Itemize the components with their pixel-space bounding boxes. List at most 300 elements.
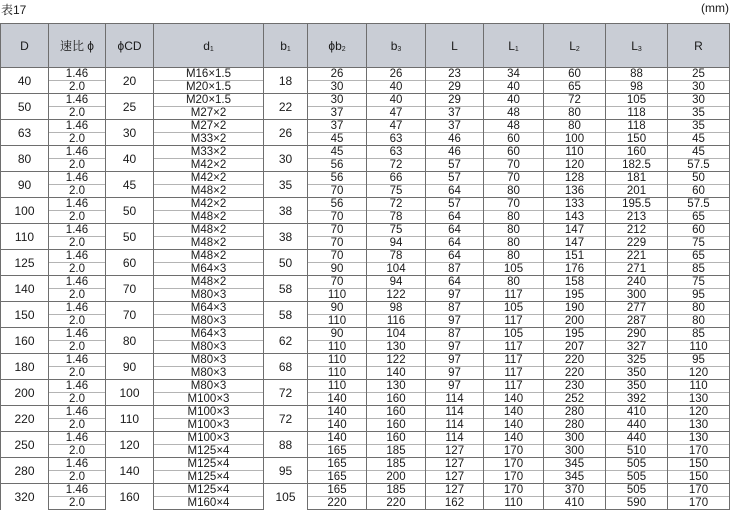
cell-l2: 345 (544, 471, 606, 484)
cell-l: 57 (426, 198, 484, 211)
cell-l: 87 (426, 263, 484, 276)
cell-l3: 440 (606, 419, 668, 432)
cell-b3: 98 (367, 302, 426, 315)
cell-b3: 185 (367, 445, 426, 458)
cell-b1: 72 (264, 380, 308, 406)
cell-cd: 50 (106, 224, 154, 250)
cell-l2: 195 (544, 328, 606, 341)
column-header-subscript: 2 (341, 45, 346, 53)
cell-d: 200 (1, 380, 49, 406)
cell-b3: 72 (367, 198, 426, 211)
cell-l2: 147 (544, 224, 606, 237)
column-header-subscript: 1 (514, 45, 519, 53)
cell-r: 80 (668, 302, 730, 315)
table-row (1, 380, 730, 393)
cell-l2: 370 (544, 484, 606, 497)
cell-ratio: 2.0 (49, 237, 106, 250)
cell-ratio: 2.0 (49, 393, 106, 406)
table-row (1, 224, 730, 237)
cell-l: 57 (426, 159, 484, 172)
cell-b3: 160 (367, 406, 426, 419)
cell-d: 250 (1, 432, 49, 458)
cell-b3: 94 (367, 276, 426, 289)
cell-d1: M42×2 (154, 159, 264, 172)
cell-b2: 70 (308, 237, 367, 250)
cell-r: 150 (668, 458, 730, 471)
cell-d1: M16×1.5 (154, 68, 264, 81)
cell-r: 30 (668, 94, 730, 107)
cell-l: 37 (426, 120, 484, 133)
cell-l3: 300 (606, 289, 668, 302)
cell-l2: 345 (544, 458, 606, 471)
cell-l1: 80 (484, 224, 544, 237)
cell-b3: 122 (367, 289, 426, 302)
cell-d1: M64×3 (154, 328, 264, 341)
table-caption (0, 0, 730, 18)
cell-l2: 120 (544, 159, 606, 172)
cell-r: 85 (668, 263, 730, 276)
column-header-l1 (484, 24, 544, 68)
cell-l3: 105 (606, 94, 668, 107)
cell-r: 150 (668, 471, 730, 484)
table-row (1, 328, 730, 341)
cell-d1: M33×2 (154, 146, 264, 159)
cell-l: 64 (426, 237, 484, 250)
cell-b1: 62 (264, 328, 308, 354)
cell-b2: 220 (308, 497, 367, 510)
column-header-d1 (154, 24, 264, 68)
cell-b2: 30 (308, 81, 367, 94)
cell-b3: 78 (367, 211, 426, 224)
cell-b2: 110 (308, 341, 367, 354)
cell-d1: M125×4 (154, 445, 264, 458)
cell-l: 127 (426, 484, 484, 497)
cell-d: 90 (1, 172, 49, 198)
cell-l2: 133 (544, 198, 606, 211)
cell-l2: 128 (544, 172, 606, 185)
cell-d: 150 (1, 302, 49, 328)
cell-d1: M100×3 (154, 419, 264, 432)
cell-l2: 280 (544, 419, 606, 432)
cell-l1: 70 (484, 198, 544, 211)
cell-b2: 26 (308, 68, 367, 81)
cell-l1: 60 (484, 146, 544, 159)
column-header-l3 (606, 24, 668, 68)
cell-ratio: 2.0 (49, 445, 106, 458)
cell-l3: 325 (606, 354, 668, 367)
cell-d1: M125×4 (154, 458, 264, 471)
cell-l: 114 (426, 393, 484, 406)
cell-ratio: 1.46 (49, 380, 106, 393)
cell-b2: 140 (308, 393, 367, 406)
column-header-b1 (264, 24, 308, 68)
cell-l2: 147 (544, 237, 606, 250)
cell-l1: 48 (484, 107, 544, 120)
table-row (1, 146, 730, 159)
cell-ratio: 2.0 (49, 289, 106, 302)
cell-b3: 160 (367, 419, 426, 432)
cell-l3: 410 (606, 406, 668, 419)
cell-r: 60 (668, 185, 730, 198)
spec-table (0, 23, 730, 510)
cell-ratio: 1.46 (49, 68, 106, 81)
column-header-label: ϕCD (117, 38, 142, 53)
cell-b1: 50 (264, 250, 308, 276)
cell-l2: 80 (544, 107, 606, 120)
cell-b1: 72 (264, 406, 308, 432)
cell-ratio: 1.46 (49, 458, 106, 471)
cell-l: 29 (426, 94, 484, 107)
cell-cd: 140 (106, 458, 154, 484)
cell-l2: 143 (544, 211, 606, 224)
cell-r: 30 (668, 81, 730, 94)
cell-l1: 80 (484, 185, 544, 198)
column-header-d (1, 24, 49, 68)
cell-ratio: 1.46 (49, 484, 106, 497)
cell-ratio: 2.0 (49, 263, 106, 276)
cell-d1: M48×2 (154, 211, 264, 224)
cell-l2: 80 (544, 120, 606, 133)
cell-b2: 56 (308, 159, 367, 172)
table-row (1, 458, 730, 471)
cell-ratio: 1.46 (49, 94, 106, 107)
cell-b2: 140 (308, 419, 367, 432)
table-row (1, 484, 730, 497)
cell-b3: 78 (367, 250, 426, 263)
cell-cd: 70 (106, 302, 154, 328)
column-header-label: L (508, 38, 515, 53)
cell-d: 320 (1, 484, 49, 510)
cell-l2: 200 (544, 315, 606, 328)
cell-d1: M80×3 (154, 367, 264, 380)
cell-b3: 63 (367, 146, 426, 159)
column-header-label: R (694, 38, 703, 53)
cell-l: 23 (426, 68, 484, 81)
cell-b1: 38 (264, 198, 308, 224)
cell-d1: M100×3 (154, 406, 264, 419)
cell-b3: 116 (367, 315, 426, 328)
cell-b2: 110 (308, 354, 367, 367)
cell-l2: 158 (544, 276, 606, 289)
cell-r: 60 (668, 224, 730, 237)
cell-d: 100 (1, 198, 49, 224)
table-number: 表17 (1, 3, 27, 17)
cell-b2: 110 (308, 380, 367, 393)
cell-d1: M48×2 (154, 250, 264, 263)
cell-d1: M100×3 (154, 393, 264, 406)
cell-l3: 271 (606, 263, 668, 276)
cell-l: 64 (426, 185, 484, 198)
cell-b3: 40 (367, 81, 426, 94)
cell-l3: 118 (606, 120, 668, 133)
cell-l1: 48 (484, 120, 544, 133)
table-row (1, 432, 730, 445)
cell-l3: 350 (606, 380, 668, 393)
cell-l3: 510 (606, 445, 668, 458)
cell-l1: 34 (484, 68, 544, 81)
cell-ratio: 2.0 (49, 367, 106, 380)
cell-r: 75 (668, 276, 730, 289)
cell-l1: 110 (484, 497, 544, 510)
column-header-ratio (49, 24, 106, 68)
cell-l1: 170 (484, 484, 544, 497)
cell-b3: 40 (367, 94, 426, 107)
cell-b1: 58 (264, 276, 308, 302)
cell-d1: M48×2 (154, 224, 264, 237)
cell-ratio: 1.46 (49, 120, 106, 133)
cell-d1: M80×3 (154, 380, 264, 393)
cell-ratio: 1.46 (49, 198, 106, 211)
cell-l1: 80 (484, 211, 544, 224)
cell-l1: 117 (484, 367, 544, 380)
cell-b2: 90 (308, 302, 367, 315)
header-row (1, 24, 730, 68)
cell-cd: 120 (106, 432, 154, 458)
cell-b1: 58 (264, 302, 308, 328)
cell-d1: M160×4 (154, 497, 264, 510)
cell-r: 35 (668, 120, 730, 133)
cell-l1: 170 (484, 445, 544, 458)
cell-d1: M48×2 (154, 237, 264, 250)
cell-ratio: 2.0 (49, 133, 106, 146)
cell-l2: 230 (544, 380, 606, 393)
cell-d: 63 (1, 120, 49, 146)
cell-l3: 392 (606, 393, 668, 406)
cell-cd: 110 (106, 406, 154, 432)
cell-d1: M20×1.5 (154, 81, 264, 94)
unit-label: (mm) (701, 1, 729, 15)
cell-l2: 280 (544, 406, 606, 419)
cell-r: 95 (668, 354, 730, 367)
cell-d: 50 (1, 94, 49, 120)
cell-cd: 40 (106, 146, 154, 172)
column-header-cd (106, 24, 154, 68)
cell-l1: 140 (484, 419, 544, 432)
cell-r: 170 (668, 497, 730, 510)
cell-b2: 70 (308, 211, 367, 224)
cell-l1: 40 (484, 81, 544, 94)
cell-d1: M80×3 (154, 354, 264, 367)
cell-l: 97 (426, 354, 484, 367)
cell-l1: 105 (484, 302, 544, 315)
column-header-r (668, 24, 730, 68)
cell-ratio: 2.0 (49, 81, 106, 94)
cell-b1: 22 (264, 94, 308, 120)
cell-r: 57.5 (668, 159, 730, 172)
cell-l: 97 (426, 289, 484, 302)
cell-cd: 45 (106, 172, 154, 198)
cell-l: 29 (426, 81, 484, 94)
cell-d: 40 (1, 68, 49, 94)
cell-l2: 65 (544, 81, 606, 94)
cell-l1: 105 (484, 263, 544, 276)
cell-b3: 75 (367, 224, 426, 237)
cell-l2: 176 (544, 263, 606, 276)
cell-r: 45 (668, 133, 730, 146)
cell-r: 130 (668, 393, 730, 406)
cell-l: 114 (426, 406, 484, 419)
cell-l3: 287 (606, 315, 668, 328)
cell-l3: 150 (606, 133, 668, 146)
cell-r: 130 (668, 432, 730, 445)
cell-ratio: 1.46 (49, 250, 106, 263)
cell-r: 130 (668, 419, 730, 432)
cell-d: 180 (1, 354, 49, 380)
cell-l3: 182.5 (606, 159, 668, 172)
cell-b2: 70 (308, 185, 367, 198)
cell-r: 170 (668, 484, 730, 497)
cell-d1: M27×2 (154, 120, 264, 133)
cell-l: 97 (426, 341, 484, 354)
cell-l1: 117 (484, 289, 544, 302)
cell-r: 25 (668, 68, 730, 81)
cell-d: 125 (1, 250, 49, 276)
cell-r: 85 (668, 328, 730, 341)
cell-ratio: 2.0 (49, 497, 106, 510)
cell-d1: M125×4 (154, 471, 264, 484)
cell-l1: 170 (484, 458, 544, 471)
cell-b2: 110 (308, 289, 367, 302)
cell-l3: 590 (606, 497, 668, 510)
cell-l3: 221 (606, 250, 668, 263)
cell-b2: 70 (308, 224, 367, 237)
cell-l: 127 (426, 445, 484, 458)
cell-l: 127 (426, 458, 484, 471)
cell-b2: 70 (308, 250, 367, 263)
cell-b2: 37 (308, 107, 367, 120)
cell-ratio: 1.46 (49, 432, 106, 445)
table-body (1, 68, 730, 510)
cell-l3: 277 (606, 302, 668, 315)
cell-l3: 350 (606, 367, 668, 380)
cell-d1: M20×1.5 (154, 94, 264, 107)
cell-l1: 80 (484, 250, 544, 263)
cell-l1: 117 (484, 380, 544, 393)
cell-ratio: 1.46 (49, 276, 106, 289)
cell-r: 50 (668, 172, 730, 185)
cell-b1: 18 (264, 68, 308, 94)
cell-b3: 66 (367, 172, 426, 185)
cell-ratio: 1.46 (49, 224, 106, 237)
cell-b2: 165 (308, 445, 367, 458)
cell-l2: 110 (544, 146, 606, 159)
cell-ratio: 1.46 (49, 172, 106, 185)
cell-l2: 410 (544, 497, 606, 510)
cell-d1: M42×2 (154, 172, 264, 185)
cell-cd: 160 (106, 484, 154, 510)
column-header-l2 (544, 24, 606, 68)
cell-b3: 130 (367, 380, 426, 393)
cell-l1: 80 (484, 276, 544, 289)
cell-r: 95 (668, 289, 730, 302)
cell-b3: 63 (367, 133, 426, 146)
cell-d1: M27×2 (154, 107, 264, 120)
cell-b2: 37 (308, 120, 367, 133)
column-header-subscript: 1 (209, 45, 214, 53)
column-header-label: b (280, 38, 287, 53)
cell-b3: 122 (367, 354, 426, 367)
cell-r: 65 (668, 250, 730, 263)
cell-ratio: 2.0 (49, 341, 106, 354)
cell-l: 64 (426, 211, 484, 224)
cell-l1: 60 (484, 133, 544, 146)
cell-d1: M64×3 (154, 263, 264, 276)
table-row (1, 94, 730, 107)
column-header-subscript: 2 (575, 45, 580, 53)
table-row (1, 172, 730, 185)
cell-r: 170 (668, 445, 730, 458)
table-header (1, 24, 730, 68)
cell-d: 160 (1, 328, 49, 354)
column-header-l (426, 24, 484, 68)
cell-ratio: 1.46 (49, 328, 106, 341)
cell-r: 80 (668, 315, 730, 328)
cell-cd: 50 (106, 198, 154, 224)
cell-l: 87 (426, 328, 484, 341)
cell-l1: 70 (484, 172, 544, 185)
cell-l1: 80 (484, 237, 544, 250)
cell-r: 57.5 (668, 198, 730, 211)
cell-l: 97 (426, 367, 484, 380)
cell-l: 162 (426, 497, 484, 510)
cell-cd: 100 (106, 380, 154, 406)
cell-b1: 105 (264, 484, 308, 510)
cell-ratio: 2.0 (49, 315, 106, 328)
cell-l3: 240 (606, 276, 668, 289)
table-row (1, 68, 730, 81)
cell-b3: 104 (367, 328, 426, 341)
cell-ratio: 1.46 (49, 354, 106, 367)
cell-d1: M100×3 (154, 432, 264, 445)
cell-b1: 30 (264, 146, 308, 172)
cell-cd: 60 (106, 250, 154, 276)
cell-l1: 140 (484, 406, 544, 419)
cell-l: 46 (426, 146, 484, 159)
cell-b2: 90 (308, 263, 367, 276)
cell-l2: 220 (544, 354, 606, 367)
cell-d1: M48×2 (154, 185, 264, 198)
table-row (1, 250, 730, 263)
cell-cd: 25 (106, 94, 154, 120)
cell-b2: 70 (308, 276, 367, 289)
cell-b3: 47 (367, 120, 426, 133)
cell-l3: 118 (606, 107, 668, 120)
cell-l: 57 (426, 172, 484, 185)
cell-b3: 47 (367, 107, 426, 120)
cell-r: 65 (668, 211, 730, 224)
cell-r: 120 (668, 367, 730, 380)
cell-l1: 105 (484, 328, 544, 341)
cell-b2: 56 (308, 198, 367, 211)
cell-b1: 95 (264, 458, 308, 484)
cell-l3: 88 (606, 68, 668, 81)
cell-l2: 151 (544, 250, 606, 263)
cell-l2: 190 (544, 302, 606, 315)
cell-ratio: 2.0 (49, 185, 106, 198)
cell-b2: 90 (308, 328, 367, 341)
cell-l: 64 (426, 276, 484, 289)
column-header-subscript: 1 (286, 45, 291, 53)
cell-l3: 229 (606, 237, 668, 250)
column-header-label: d (203, 38, 210, 53)
cell-b3: 130 (367, 341, 426, 354)
cell-b3: 185 (367, 458, 426, 471)
cell-b2: 165 (308, 484, 367, 497)
cell-l1: 140 (484, 393, 544, 406)
cell-l3: 505 (606, 458, 668, 471)
cell-l3: 98 (606, 81, 668, 94)
cell-l: 64 (426, 224, 484, 237)
